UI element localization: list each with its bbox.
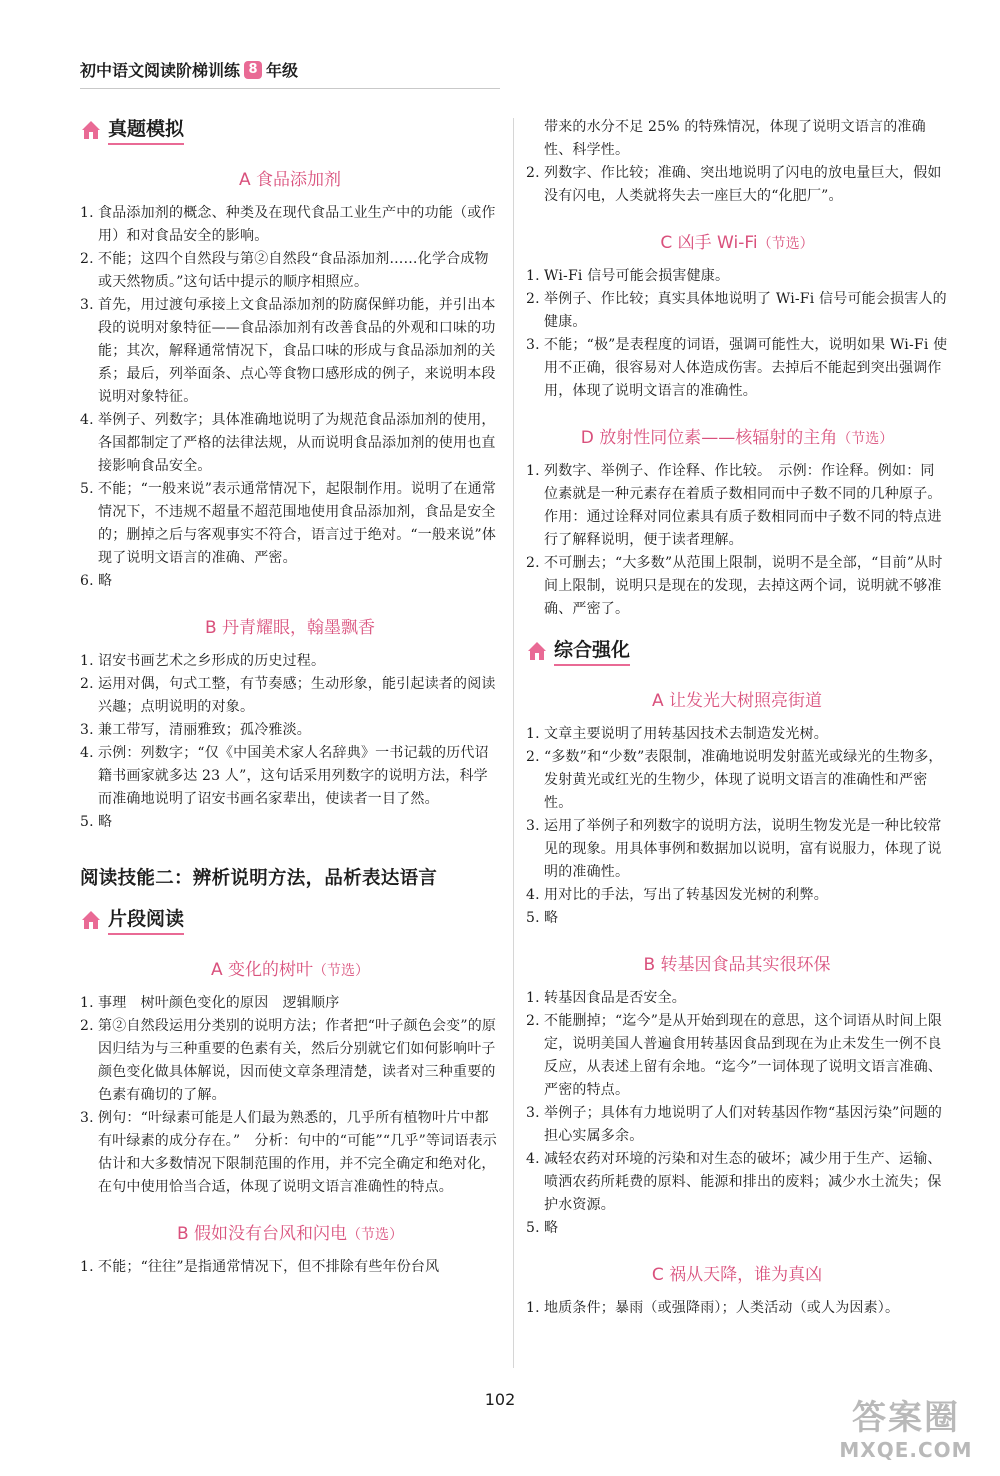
answer-item: 1. 事理 树叶颜色变化的原因 逻辑顺序: [80, 995, 340, 1011]
section-header-excerpt: [80, 904, 500, 935]
passage-title: C 祸从天降，谁为真凶: [651, 1265, 823, 1285]
section-title: 真题模拟: [108, 114, 184, 145]
answer-item: 3. 举例子；具体有力地说明了人们对转基因作物“基因污染”问题的担心实属多余。: [526, 1105, 943, 1144]
answer-item: 3. 例句：“叶绿素可能是人们最为熟悉的，几乎所有植物叶片中都有叶绿素的成分存在。” 分析：句中的“可能”“几乎”等词语表示估计和大多数情况下限制范围的作用，并不完全确定和绝对化，在句中使用恰当合适，体现了说明文语言准确性的特点。: [80, 1110, 497, 1195]
house-icon: [526, 640, 548, 662]
answer-list: [80, 650, 500, 834]
answer-item: 4. 用对比的手法，写出了转基因发光树的利弊。: [526, 887, 828, 903]
answer-item: 4. 示例：列数字；“仅《中国美术家人名辞典》一书记载的历代诏籍书画家就多达 23 人”，这句话采用列数字的说明方法，科学而准确地说明了诏安书画名家辈出，使读者一目了然。: [80, 745, 489, 807]
book-header: [80, 58, 298, 81]
answer-list: [526, 460, 948, 621]
section-title: 综合强化: [554, 635, 630, 666]
answer-list: [526, 723, 948, 930]
answer-item: 2. 不可删去；“大多数”从范围上限制，说明不是全部，“目前”从时间上限制，说明只是现在的发现，去掉这两个词，说明就不够准确、严密了。: [526, 555, 943, 617]
answer-list: [526, 116, 948, 208]
passage-title: B 假如没有台风和闪电（节选）: [176, 1224, 404, 1244]
page-number: 102: [484, 1390, 516, 1409]
left-column: [80, 100, 500, 1279]
watermark-text: 答案圈: [852, 1398, 960, 1438]
answer-item: 2. 不能删掉；“迄今”是从开始到现在的意思，这个词语从时间上限定，说明美国人普遍食用转基因食品到现在为止未发生一例不良反应，从表述上留有余地。“迄今”一词体现了说明文语言准确、严密的特点。: [526, 1013, 943, 1098]
answer-item: 6. 略: [80, 573, 113, 589]
book-title-grade: 年级: [266, 61, 299, 80]
passage-title: C 凶手 Wi-Fi（节选）: [660, 233, 814, 253]
answer-list: [80, 1256, 500, 1279]
watermark-domain: MXQE.COM: [839, 1438, 973, 1462]
answer-item: 2. 运用对偶，句式工整，有节奏感；生动形象，能引起读者的阅读兴趣；点明说明的对象。: [80, 676, 496, 715]
answer-item: 5. 略: [80, 814, 113, 830]
answer-item: 2. “多数”和“少数”表限制，准确地说明发射蓝光或绿光的生物多，发射黄光或红光的生物少，体现了说明文语言的准确性和严密性。: [526, 749, 943, 811]
passage-title: A 变化的树叶（节选）: [210, 960, 370, 980]
passage-title: B 转基因食品其实很环保: [643, 955, 831, 975]
skill-title: 阅读技能二：辨析说明方法，品析表达语言: [80, 868, 438, 889]
section-header-comprehensive: [526, 635, 948, 666]
answer-item: 4. 举例子、列数字；具体准确地说明了为规范食品添加剂的使用，各国都制定了严格的法律法规，从而说明食品添加剂的使用也直接影响食品安全。: [80, 412, 496, 474]
passage-title: D 放射性同位素——核辐射的主角（节选）: [580, 428, 894, 448]
answer-item: 5. 略: [526, 1220, 559, 1236]
grade-badge: 8: [244, 61, 262, 79]
answer-item: 5. 不能；“一般来说”表示通常情况下，起限制作用。说明了在通常情况下，不违规不超量不超范围地使用食品添加剂，食品是安全的；删掉之后与客观事实不符合，语言过于绝对。“一般来说”体现了说明文语言的准确、严密。: [80, 481, 497, 566]
answer-list: [526, 1297, 948, 1320]
right-column: [526, 116, 948, 1320]
house-icon: [80, 119, 102, 141]
answer-item: 1. 地质条件；暴雨（或强降雨）；人类活动（或人为因素）。: [526, 1300, 900, 1316]
answer-item: 1. 文章主要说明了用转基因技术去制造发光树。: [526, 726, 828, 742]
answer-item: 2. 不能；这四个自然段与第②自然段“食品添加剂……化学合成物或天然物质。”这句话中提示的顺序相照应。: [80, 251, 489, 290]
answer-item: 1. 诏安书画艺术之乡形成的历史过程。: [80, 653, 326, 669]
answer-item: 3. 不能；“极”是表程度的词语，强调可能性大，说明如果 Wi-Fi 使用不正确，很容易对人体造成伤害。去掉后不能起到突出强调作用，体现了说明文语言的准确性。: [526, 337, 948, 399]
answer-item: 1. 食品添加剂的概念、种类及在现代食品工业生产中的功能（或作用）和对食品安全的影响。: [80, 205, 496, 244]
book-title: 初中语文阅读阶梯训练: [80, 61, 241, 80]
answer-item: 1. 列数字、举例子、作诠释、作比较。 示例：作诠释。例如：同位素就是一种元素存在着质子数相同而中子数不同的几种原子。作用：通过诠释对同位素具有质子数相同而中子数不同的特点进行了解释说明，便于读者理解。: [526, 463, 942, 548]
answer-item: 1. 不能；“往往”是指通常情况下，但不排除有些年份台风: [80, 1259, 440, 1275]
column-divider: [513, 118, 514, 1368]
passage-title: A 食品添加剂: [238, 170, 342, 190]
passage-title: A 让发光大树照亮街道: [651, 691, 823, 711]
answer-item: 4. 减轻农药对环境的污染和对生态的破坏；减少用于生产、运输、喷洒农药所耗费的原料、能源和排出的废料；减少水土流失；保护水资源。: [526, 1151, 942, 1213]
house-icon: [80, 909, 102, 931]
section-title: 片段阅读: [108, 904, 184, 935]
answer-list: [80, 992, 500, 1199]
answer-item: 2. 列数字、作比较；准确、突出地说明了闪电的放电量巨大，假如没有闪电，人类就将失去一座巨大的“化肥厂”。: [526, 165, 942, 204]
answer-item: 1. Wi-Fi 信号可能会损害健康。: [526, 268, 730, 284]
answer-list: [80, 202, 500, 593]
answer-item: 5. 略: [526, 910, 559, 926]
answer-item: 带来的水分不足 25% 的特殊情况，体现了说明文语言的准确性、科学性。: [544, 119, 926, 158]
answer-item: 1. 转基因食品是否安全。: [526, 990, 686, 1006]
answer-list: [526, 265, 948, 403]
header-rule: [80, 88, 500, 89]
section-header-real-exam: [80, 114, 500, 145]
answer-item: 2. 举例子、作比较；真实具体地说明了 Wi-Fi 信号可能会损害人的健康。: [526, 291, 947, 330]
passage-title: B 丹青耀眼，翰墨飘香: [204, 618, 376, 638]
answer-list: [526, 987, 948, 1240]
answer-item: 3. 首先，用过渡句承接上文食品添加剂的防腐保鲜功能，并引出本段的说明对象特征——食品添加剂有改善食品的外观和口味的功能；其次，解释通常情况下，食品口味的形成与食品添加剂的关系；最后，列举面条、点心等食物口感形成的例子，来说明本段说明对象特征。: [80, 297, 496, 405]
watermark-logo: [826, 1398, 986, 1470]
answer-item: 3. 兼工带写，清丽雅致；孤冷雅淡。: [80, 722, 311, 738]
answer-item: 2. 第②自然段运用分类别的说明方法；作者把“叶子颜色会变”的原因归结为与三种重要的色素有关，然后分别就它们如何影响叶子颜色变化做具体解说，因而使文章条理清楚，读者对三种重要的色素有确切的了解。: [80, 1018, 497, 1103]
answer-item: 3. 运用了举例子和列数字的说明方法，说明生物发光是一种比较常见的现象。用具体事例和数据加以说明，富有说服力，体现了说明的准确性。: [526, 818, 942, 880]
